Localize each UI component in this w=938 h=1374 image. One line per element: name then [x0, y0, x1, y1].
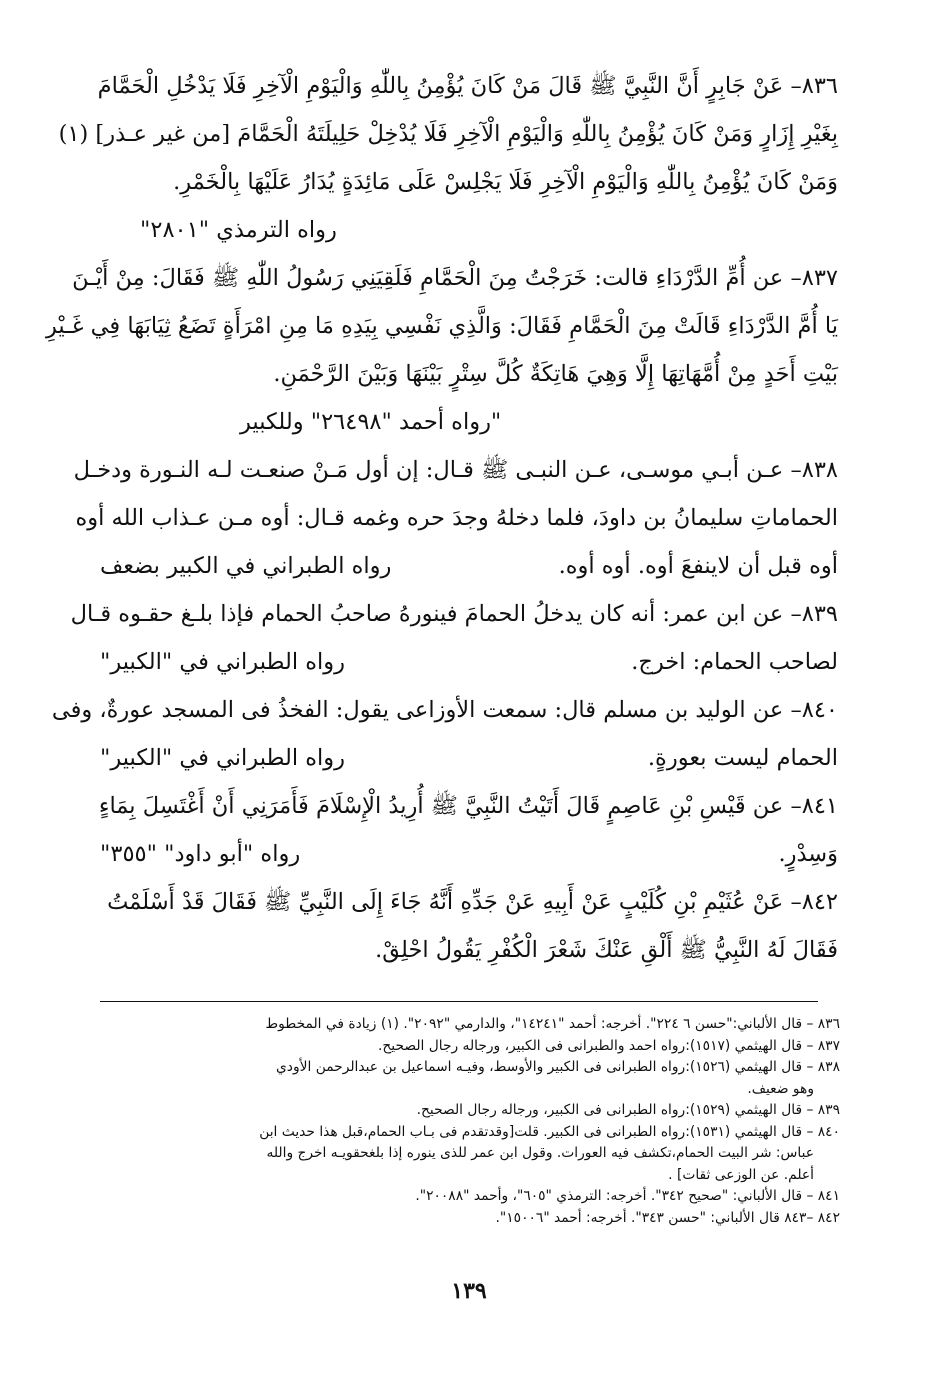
hadith-line: أوه قبل أن لاينفعَ أوه. أوه أوه.	[558, 553, 838, 579]
hadith-838	[73, 446, 838, 590]
footnote: ٨٣٨ – قال الهيثمي (١٥٢٦):رواه الطبرانى فى الكبير والأوسط، وفيـه اسماعيل بن عبدالرحمن الأودي	[276, 1059, 840, 1075]
hadith-source: "رواه أحمد "٢٦٤٩٨" وللكبير	[240, 409, 502, 435]
hadith-line: وَمَنْ كَانَ يُؤْمِنُ بِاللّٰهِ وَالْيَوْمِ الْآخِرِ فَلَا يَجْلِسْ عَلَى مَائِدَةٍ يُدَارُ عَلَيْهَا بِالْخَمْرِ.	[173, 169, 838, 195]
hadith-line: ٨٣٩– عن ابن عمر: أنه كان يدخلُ الحمامَ فينورهُ صاحبُ الحمام فإذا بلـغ حقـوه قـال	[70, 601, 838, 627]
hadith-line: الحمام ليست بعورةٍ.	[647, 745, 838, 771]
main-text	[45, 62, 838, 974]
hadith-841	[100, 782, 838, 878]
footnote: ٨٣٦ – قال الألباني:"حسن ٦ ٢٢٤". أخرجه: أحمد "١٤٢٤١"، والدارمي "٢٠٩٢". (١) زيادة في المخطوط	[265, 1016, 840, 1032]
footnote-continuation: عباس: شر البيت الحمام،تكشف فيه العورات. وقول ابن عمر للذى ينوره إذا بلغحقويـه اخرج والله	[266, 1145, 814, 1161]
footnote: ٨٣٧ – قال الهيثمي (١٥١٧):رواه احمد والطبرانى فى الكبير، ورجاله رجال الصحيح.	[378, 1037, 840, 1054]
footnote: ٨٣٩ – قال الهيثمي (١٥٢٩):رواه الطبرانى فى الكبير، ورجاله رجال الصحيح.	[416, 1102, 840, 1118]
hadith-line: ٨٤٠– عن الوليد بن مسلم قال: سمعت الأوزاعى يقول: الفخذُ فى المسجد عورةٌ، وفى	[51, 697, 838, 723]
hadith-last-line-row	[100, 734, 838, 782]
footnote-divider	[100, 1001, 818, 1002]
hadith-line: ٨٣٧– عن أُمِّ الدَّرْدَاءِ قالت: خَرَجْتُ مِنَ الْحَمَّامِ فَلَقِيَنِي رَسُولُ اللّٰهِ ﷺ فَقَالَ: مِنْ أَيْـنَ	[72, 265, 838, 291]
hadith-last-line-row	[100, 830, 838, 878]
hadith-837	[45, 254, 838, 446]
hadith-836	[58, 62, 838, 254]
hadith-line: لصاحب الحمام: اخرج.	[631, 649, 838, 675]
footnote-continuation: أعلم. عن الوزعى ثقات] .	[668, 1166, 814, 1183]
hadith-line: ٨٣٨– عـن أبـي موسـى، عـن النبـى ﷺ قـال: إن أول مَـنْ صنعـت لـه النـورة ودخـل	[73, 457, 838, 483]
hadith-last-line-row	[100, 542, 838, 590]
footnotes	[100, 1014, 840, 1229]
hadith-source: رواه الطبراني في "الكبير"	[100, 745, 345, 771]
hadith-line: بَيْتِ أَحَدٍ مِنْ أُمَّهَاتِهَا إِلَّا وَهِيَ هَاتِكَةٌ كُلَّ سِتْرٍ بَيْنَهَا وَبَيْنَ الرَّحْمَنِ.	[273, 361, 838, 387]
hadith-source: رواه "أبو داود" "٣٥٥"	[100, 841, 301, 867]
hadith-line: ٨٤٢– عَنْ عُثَيْمِ بْنِ كُلَيْبٍ عَنْ أَبِيهِ عَنْ جَدِّهِ أَنَّهُ جَاءَ إِلَى النَّبِيِّ ﷺ فَقَالَ قَدْ أَسْلَمْتُ	[107, 889, 838, 915]
page-number: ١٣٩	[451, 1278, 487, 1304]
footnote: ٨٤٢ –٨٤٣ قال الألباني: "حسن ٣٤٣". أخرجه: أحمد "١٥٠٠٦".	[495, 1209, 840, 1226]
hadith-line: وَسِدْرٍ.	[778, 841, 838, 867]
hadith-line: يَا أُمَّ الدَّرْدَاءِ قَالَتْ مِنَ الْحَمَّامِ فَقَالَ: وَالَّذِي نَفْسِي بِيَدِهِ مَا مِنِ امْرَأَةٍ تَضَعُ ثِيَابَهَا فِي غَـيْرِ	[45, 313, 838, 339]
hadith-840	[51, 686, 838, 782]
hadith-line: ٨٣٦– عَنْ جَابِرٍ أَنَّ النَّبِيَّ ﷺ قَالَ مَنْ كَانَ يُؤْمِنُ بِاللّٰهِ وَالْيَوْمِ الْآخِرِ فَلَا يَدْخُلِ الْحَمَّامَ	[97, 73, 838, 99]
footnote: ٨٤١ – قال الألباني: "صحيح ٣٤٢". أخرجه: الترمذي "٦٠٥"، وأحمد "٢٠٠٨٨".	[415, 1188, 840, 1204]
hadith-source: رواه الطبراني في الكبير بضعف	[100, 553, 392, 579]
hadith-last-line-row	[100, 638, 838, 686]
footnote: ٨٤٠ – قال الهيثمي (١٥٣١):رواه الطبرانى فى الكبير. قلت[وقدتقدم فى بـاب الحمام،قبل هذا حديث ابن	[259, 1123, 840, 1140]
hadith-line: ٨٤١– عن قَيْسِ بْنِ عَاصِمٍ قَالَ أَتَيْتُ النَّبِيَّ ﷺ أُرِيدُ الْإِسْلَامَ فَأَمَرَنِي أَنْ أَغْتَسِلَ بِمَاءٍ	[98, 793, 838, 819]
hadith-839	[70, 590, 838, 686]
hadith-source: رواه الترمذي "٢٨٠١"	[140, 217, 337, 243]
hadith-source: رواه الطبراني في "الكبير"	[100, 649, 345, 675]
hadith-line: بِغَيْرِ إِزَارٍ وَمَنْ كَانَ يُؤْمِنُ بِاللّٰهِ وَالْيَوْمِ الْآخِرِ فَلَا يُدْخِلْ حَلِيلَتَهُ الْحَمَّامَ [من غير عـذر] (١)	[58, 121, 838, 147]
hadith-842	[100, 878, 838, 974]
hadith-line: الحماماتِ سليمانُ بن داودَ، فلما دخلهُ وجدَ حره وغمه قـال: أوه مـن عـذاب الله أوه	[75, 505, 838, 531]
footnote-continuation: وهو ضعيف.	[747, 1080, 814, 1097]
hadith-line: فَقَالَ لَهُ النَّبِيُّ ﷺ أَلْقِ عَنْكَ شَعْرَ الْكُفْرِ يَقُولُ احْلِقْ.	[375, 937, 838, 963]
